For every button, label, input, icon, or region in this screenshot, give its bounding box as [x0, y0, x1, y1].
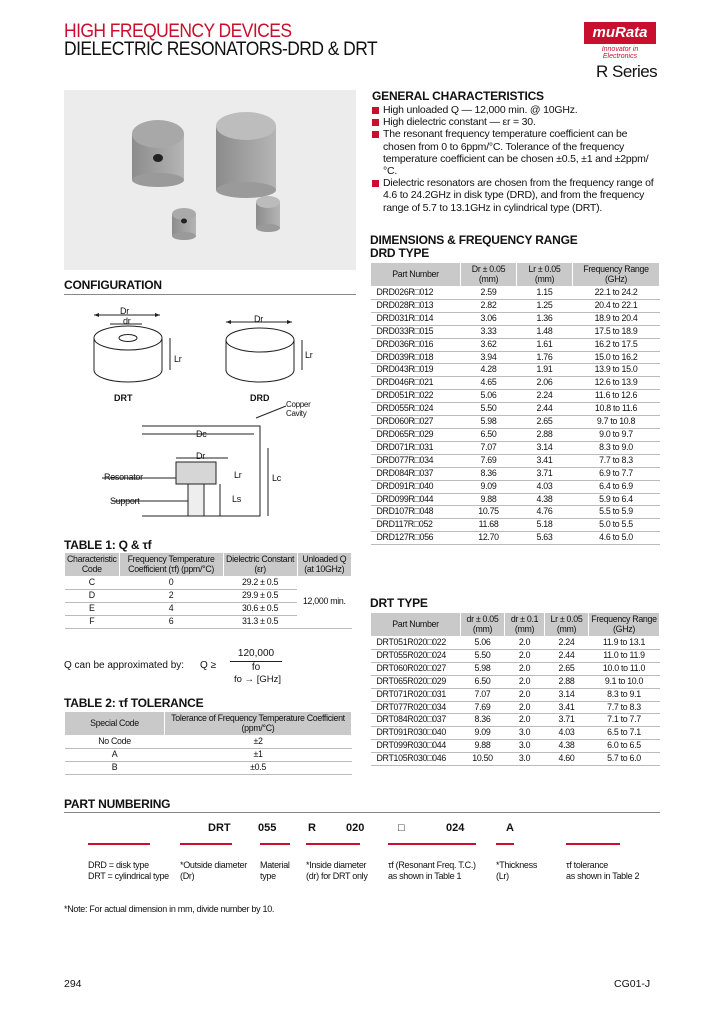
table-row	[371, 351, 660, 364]
cell: 2.24	[545, 637, 589, 650]
configuration-diagram	[64, 298, 364, 538]
divider	[64, 294, 356, 295]
cell: 22.1 to 24.2	[573, 287, 660, 300]
cell: 2.24	[517, 390, 573, 403]
cell: DRD084R□037	[371, 467, 461, 480]
cell: 2.0	[505, 701, 545, 714]
cell: DRD091R□040	[371, 480, 461, 493]
drd-table	[370, 262, 660, 545]
cell: A	[65, 748, 165, 761]
table-row	[65, 577, 352, 590]
drt-title: DRT TYPE	[370, 596, 428, 610]
cell: 12.70	[461, 532, 517, 545]
cell: 5.5 to 5.9	[573, 506, 660, 519]
table-row	[371, 740, 660, 753]
cell: DRT099R030□044	[371, 740, 461, 753]
cell: 2.0	[505, 649, 545, 662]
resonator-photo-icon	[64, 90, 356, 270]
table-row	[371, 312, 660, 325]
cell: 3.06	[461, 312, 517, 325]
q-numerator: 120,000	[237, 648, 275, 659]
part-label: Material type	[260, 860, 290, 881]
cell: 30.6 ± 0.5	[223, 602, 297, 615]
cell: 20.4 to 22.1	[573, 299, 660, 312]
cell: 3.41	[517, 454, 573, 467]
table-row	[371, 441, 660, 454]
header-line1: HIGH FREQUENCY DEVICES	[64, 21, 292, 42]
table-row	[371, 364, 660, 377]
cell: DRT071R020□031	[371, 688, 461, 701]
cell: 2.0	[505, 714, 545, 727]
cell: DRD065R□029	[371, 428, 461, 441]
configuration-title: CONFIGURATION	[64, 278, 162, 292]
general-list	[372, 104, 662, 214]
cell: 5.9 to 6.4	[573, 493, 660, 506]
cell: B	[65, 761, 165, 774]
cell: 4.28	[461, 364, 517, 377]
drd-Lr-label: Lr	[305, 350, 313, 360]
cell: 11.68	[461, 519, 517, 532]
cell: 4.38	[545, 740, 589, 753]
drt-dr-label: dr	[123, 316, 131, 326]
cell: E	[65, 602, 120, 615]
cell: DRD028R□013	[371, 299, 461, 312]
cell: 4.03	[545, 727, 589, 740]
table-row	[371, 403, 660, 416]
drd-Dr-label: Dr	[254, 314, 263, 324]
part-code: □	[398, 822, 405, 834]
cell: No Code	[65, 736, 165, 749]
table-row	[371, 338, 660, 351]
table-row	[371, 467, 660, 480]
cell: 2.0	[505, 662, 545, 675]
cell: 29.9 ± 0.5	[223, 589, 297, 602]
copper-cavity-label: Copper Cavity	[286, 400, 311, 418]
cell: 2.88	[545, 675, 589, 688]
cell: 11.9 to 13.1	[589, 637, 660, 650]
cell: DRD107R□048	[371, 506, 461, 519]
cell: 7.69	[461, 454, 517, 467]
cell: 2.82	[461, 299, 517, 312]
part-code: R	[308, 822, 316, 834]
Dc-label: Dc	[196, 429, 207, 439]
drd-table-body	[371, 287, 660, 545]
cell: 6.5 to 7.1	[589, 727, 660, 740]
cell: 7.07	[461, 441, 517, 454]
cell: DRD031R□014	[371, 312, 461, 325]
cell: 10.0 to 11.0	[589, 662, 660, 675]
cell: 3.0	[505, 740, 545, 753]
cell: 9.09	[461, 727, 505, 740]
cell: 5.7 to 6.0	[589, 753, 660, 766]
drt-Lr-label: Lr	[174, 354, 182, 364]
cell: 18.9 to 20.4	[573, 312, 660, 325]
cell: 2.44	[517, 403, 573, 416]
drt-header: dr ± 0.05 (mm)	[461, 613, 505, 637]
drt-Dr-label: Dr	[120, 306, 129, 316]
cell: 3.14	[545, 688, 589, 701]
cell: 5.18	[517, 519, 573, 532]
cell: 1.36	[517, 312, 573, 325]
cell: DRD046R□021	[371, 377, 461, 390]
Ls-label: Ls	[232, 494, 241, 504]
cell: 3.71	[517, 467, 573, 480]
table2-header: Special Code	[65, 712, 165, 736]
table-row	[371, 480, 660, 493]
table2-header: Tolerance of Frequency Temperature Coefficient (ppm/°C)	[165, 712, 352, 736]
cell: 5.50	[461, 649, 505, 662]
cell: 3.0	[505, 753, 545, 766]
cell: DRD051R□022	[371, 390, 461, 403]
cell: 3.62	[461, 338, 517, 351]
cell: 2.88	[517, 428, 573, 441]
cell: 10.75	[461, 506, 517, 519]
cell: DRT051R020□022	[371, 637, 461, 650]
table-row	[371, 753, 660, 766]
drt-label: DRT	[114, 393, 133, 403]
cell: D	[65, 589, 120, 602]
cell: 9.09	[461, 480, 517, 493]
cell: DRT065R020□029	[371, 675, 461, 688]
cell: 9.7 to 10.8	[573, 416, 660, 429]
cell: 6.50	[461, 428, 517, 441]
cell: 10.50	[461, 753, 505, 766]
table-row	[371, 493, 660, 506]
cell: 5.06	[461, 390, 517, 403]
cell: 7.1 to 7.7	[589, 714, 660, 727]
general-item: High unloaded Q — 12,000 min. @ 10GHz.	[372, 104, 662, 116]
cell: 10.8 to 11.6	[573, 403, 660, 416]
drt-header: Part Number	[371, 613, 461, 637]
part-label: τf tolerance as shown in Table 2	[566, 860, 640, 881]
cell: 9.0 to 9.7	[573, 428, 660, 441]
drd-header: Dr ± 0.05 (mm)	[461, 263, 517, 287]
cell: 3.33	[461, 325, 517, 338]
table1-header: Frequency Temperature Coefficient (τf) (ppm/°C)	[119, 553, 223, 577]
drt-table-body	[371, 637, 660, 766]
cell: 8.3 to 9.1	[589, 688, 660, 701]
connector-line	[306, 843, 360, 845]
table-row	[371, 688, 660, 701]
drt-header: Frequency Range (GHz)	[589, 613, 660, 637]
cell: 8.36	[461, 714, 505, 727]
part-code: A	[506, 822, 514, 834]
cell: 9.88	[461, 740, 505, 753]
cell: 1.91	[517, 364, 573, 377]
cell: 3.94	[461, 351, 517, 364]
catalog-code: CG01-J	[614, 978, 651, 990]
connector-line	[566, 843, 620, 845]
connector-line	[496, 843, 514, 845]
cell: 4.60	[545, 753, 589, 766]
cell: 16.2 to 17.5	[573, 338, 660, 351]
cell: DRT091R030□040	[371, 727, 461, 740]
product-photo	[64, 90, 356, 270]
dimensions-title: DIMENSIONS & FREQUENCY RANGE	[370, 233, 578, 247]
Lr-label: Lr	[234, 470, 242, 480]
cell: ±0.5	[165, 761, 352, 774]
drd-header: Part Number	[371, 263, 461, 287]
cell: 6	[119, 615, 223, 628]
cell: 2.06	[517, 377, 573, 390]
cell: 4.76	[517, 506, 573, 519]
cell: DRT060R020□027	[371, 662, 461, 675]
drt-header: dr ± 0.1 (mm)	[505, 613, 545, 637]
drd-header: Lr ± 0.05 (mm)	[517, 263, 573, 287]
cell: DRD060R□027	[371, 416, 461, 429]
cell: 6.9 to 7.7	[573, 467, 660, 480]
cell: 2.65	[517, 416, 573, 429]
cell: 13.9 to 15.0	[573, 364, 660, 377]
table1-title: TABLE 1: Q & τf	[64, 538, 152, 552]
cell: C	[65, 577, 120, 590]
cell: 6.4 to 6.9	[573, 480, 660, 493]
table-row	[65, 748, 352, 761]
part-label: *Thickness (Lr)	[496, 860, 538, 881]
cell: DRD043R□019	[371, 364, 461, 377]
murata-logo: muRata	[584, 22, 656, 44]
cell: 3.14	[517, 441, 573, 454]
cell: 5.98	[461, 662, 505, 675]
table2	[64, 711, 352, 775]
cell: 2.0	[505, 637, 545, 650]
q-approx-label: Q can be approximated by:	[64, 660, 185, 671]
cell: DRD117R□052	[371, 519, 461, 532]
part-numbering-title: PART NUMBERING	[64, 797, 171, 811]
general-item: The resonant frequency temperature coefficient can be chosen from 0 to 6ppm/°C. Tolerance of the frequency temperature coefficient can be chosen ±0.5, ±1 and ±2ppm/°C.	[372, 128, 662, 177]
table-row	[371, 390, 660, 403]
table-row	[371, 727, 660, 740]
cell: 29.2 ± 0.5	[223, 577, 297, 590]
part-label: τf (Resonant Freq. T.C.) as shown in Table 1	[388, 860, 476, 881]
cell: DRD099R□044	[371, 493, 461, 506]
drd-label: DRD	[250, 393, 270, 403]
cell: 2.59	[461, 287, 517, 300]
general-item: Dielectric resonators are chosen from the frequency range of 4.6 to 24.2GHz in disk type (DRD), and from the frequency range of 5.7 to 13.1GHz in cylindrical type (DRT).	[372, 177, 662, 214]
cell: 1.25	[517, 299, 573, 312]
cell: DRD127R□056	[371, 532, 461, 545]
cell: 3.41	[545, 701, 589, 714]
table-row	[371, 287, 660, 300]
series-label: R Series	[596, 62, 658, 81]
drt-header: Lr ± 0.05 (mm)	[545, 613, 589, 637]
cavity-Dr-label: Dr	[196, 451, 205, 461]
cell: DRD077R□034	[371, 454, 461, 467]
table-row	[371, 714, 660, 727]
cell: 2.0	[505, 688, 545, 701]
logo-tagline: Innovator in Electronics	[601, 46, 639, 60]
table-row	[371, 532, 660, 545]
table-row	[371, 454, 660, 467]
part-code: 020	[346, 822, 365, 834]
unloaded-q-cell: 12,000 min.	[297, 577, 351, 629]
support-label: Support	[110, 496, 140, 506]
cell: 3.71	[545, 714, 589, 727]
drd-header: Frequency Range (GHz)	[573, 263, 660, 287]
cell: DRD039R□018	[371, 351, 461, 364]
divider	[64, 812, 660, 813]
cell: 5.63	[517, 532, 573, 545]
cell: 2.65	[545, 662, 589, 675]
table-row	[371, 701, 660, 714]
cell: DRT077R020□034	[371, 701, 461, 714]
cell: 2.44	[545, 649, 589, 662]
cell: 9.88	[461, 493, 517, 506]
cell: ±1	[165, 748, 352, 761]
cell: DRD026R□012	[371, 287, 461, 300]
table-row	[371, 662, 660, 675]
cell: 17.5 to 18.9	[573, 325, 660, 338]
connector-line	[260, 843, 290, 845]
table1-header: Characteristic Code	[65, 553, 120, 577]
cell: 4.65	[461, 377, 517, 390]
cell: 7.07	[461, 688, 505, 701]
general-item: High dielectric constant — εr = 30.	[372, 116, 662, 128]
general-title: GENERAL CHARACTERISTICS	[372, 89, 544, 103]
table-row	[371, 506, 660, 519]
connector-line	[180, 843, 232, 845]
table-row	[371, 416, 660, 429]
cell: 6.0 to 6.5	[589, 740, 660, 753]
cell: F	[65, 615, 120, 628]
table1	[64, 552, 352, 629]
cell: DRT055R020□024	[371, 649, 461, 662]
cell: 7.69	[461, 701, 505, 714]
cell: 3.0	[505, 727, 545, 740]
table-row	[371, 519, 660, 532]
table-row	[371, 377, 660, 390]
table-row	[371, 649, 660, 662]
q-denominator: fo	[251, 662, 261, 673]
table-row	[65, 761, 352, 774]
cell: 5.06	[461, 637, 505, 650]
table1-header: Unloaded Q (at 10GHz)	[297, 553, 351, 577]
part-label: *Inside diameter (dr) for DRT only	[306, 860, 368, 881]
table-row	[371, 299, 660, 312]
cell: 31.3 ± 0.5	[223, 615, 297, 628]
page-number: 294	[64, 978, 82, 990]
cell: DRD071R□031	[371, 441, 461, 454]
table-row	[371, 428, 660, 441]
cell: 5.50	[461, 403, 517, 416]
part-label: *Outside diameter (Dr)	[180, 860, 247, 881]
fo-unit: fo → [GHz]	[234, 674, 281, 685]
cell: DRT084R020□037	[371, 714, 461, 727]
part-code: 024	[446, 822, 465, 834]
cell: 2	[119, 589, 223, 602]
part-code: DRT	[208, 822, 231, 834]
cell: DRD036R□016	[371, 338, 461, 351]
q-ge: Q ≥	[200, 660, 217, 671]
part-number-note: *Note: For actual dimension in mm, divide number by 10.	[64, 904, 275, 914]
cell: 1.48	[517, 325, 573, 338]
cell: 5.0 to 5.5	[573, 519, 660, 532]
table-row	[371, 325, 660, 338]
cell: 12.6 to 13.9	[573, 377, 660, 390]
cell: 1.61	[517, 338, 573, 351]
connector-line	[388, 843, 476, 845]
cell: 7.7 to 8.3	[589, 701, 660, 714]
cell: DRT105R030□046	[371, 753, 461, 766]
cell: 8.3 to 9.0	[573, 441, 660, 454]
cell: 9.1 to 10.0	[589, 675, 660, 688]
cell: 11.0 to 11.9	[589, 649, 660, 662]
cell: 4.38	[517, 493, 573, 506]
drd-title: DRD TYPE	[370, 246, 430, 260]
table1-header: Dielectric Constant (εr)	[223, 553, 297, 577]
cell: 4.6 to 5.0	[573, 532, 660, 545]
Lc-label: Lc	[272, 473, 281, 483]
table-row	[65, 736, 352, 749]
table-row	[371, 637, 660, 650]
cell: 7.7 to 8.3	[573, 454, 660, 467]
part-label: DRD = disk type DRT = cylindrical type	[88, 860, 169, 881]
cell: 4.03	[517, 480, 573, 493]
cell: 11.6 to 12.6	[573, 390, 660, 403]
table2-title: TABLE 2: τf TOLERANCE	[64, 696, 204, 710]
table-row	[371, 675, 660, 688]
cell: 4	[119, 602, 223, 615]
drt-table	[370, 612, 660, 766]
header-line2: DIELECTRIC RESONATORS-DRD & DRT	[64, 39, 378, 60]
cell: DRD055R□024	[371, 403, 461, 416]
cell: ±2	[165, 736, 352, 749]
cell: 1.76	[517, 351, 573, 364]
cell: 6.50	[461, 675, 505, 688]
connector-line	[88, 843, 150, 845]
cell: 1.15	[517, 287, 573, 300]
part-code: 055	[258, 822, 277, 834]
cell: DRD033R□015	[371, 325, 461, 338]
cell: 15.0 to 16.2	[573, 351, 660, 364]
cell: 2.0	[505, 675, 545, 688]
cell: 5.98	[461, 416, 517, 429]
cell: 0	[119, 577, 223, 590]
cell: 8.36	[461, 467, 517, 480]
resonator-label: Resonator	[104, 472, 143, 482]
